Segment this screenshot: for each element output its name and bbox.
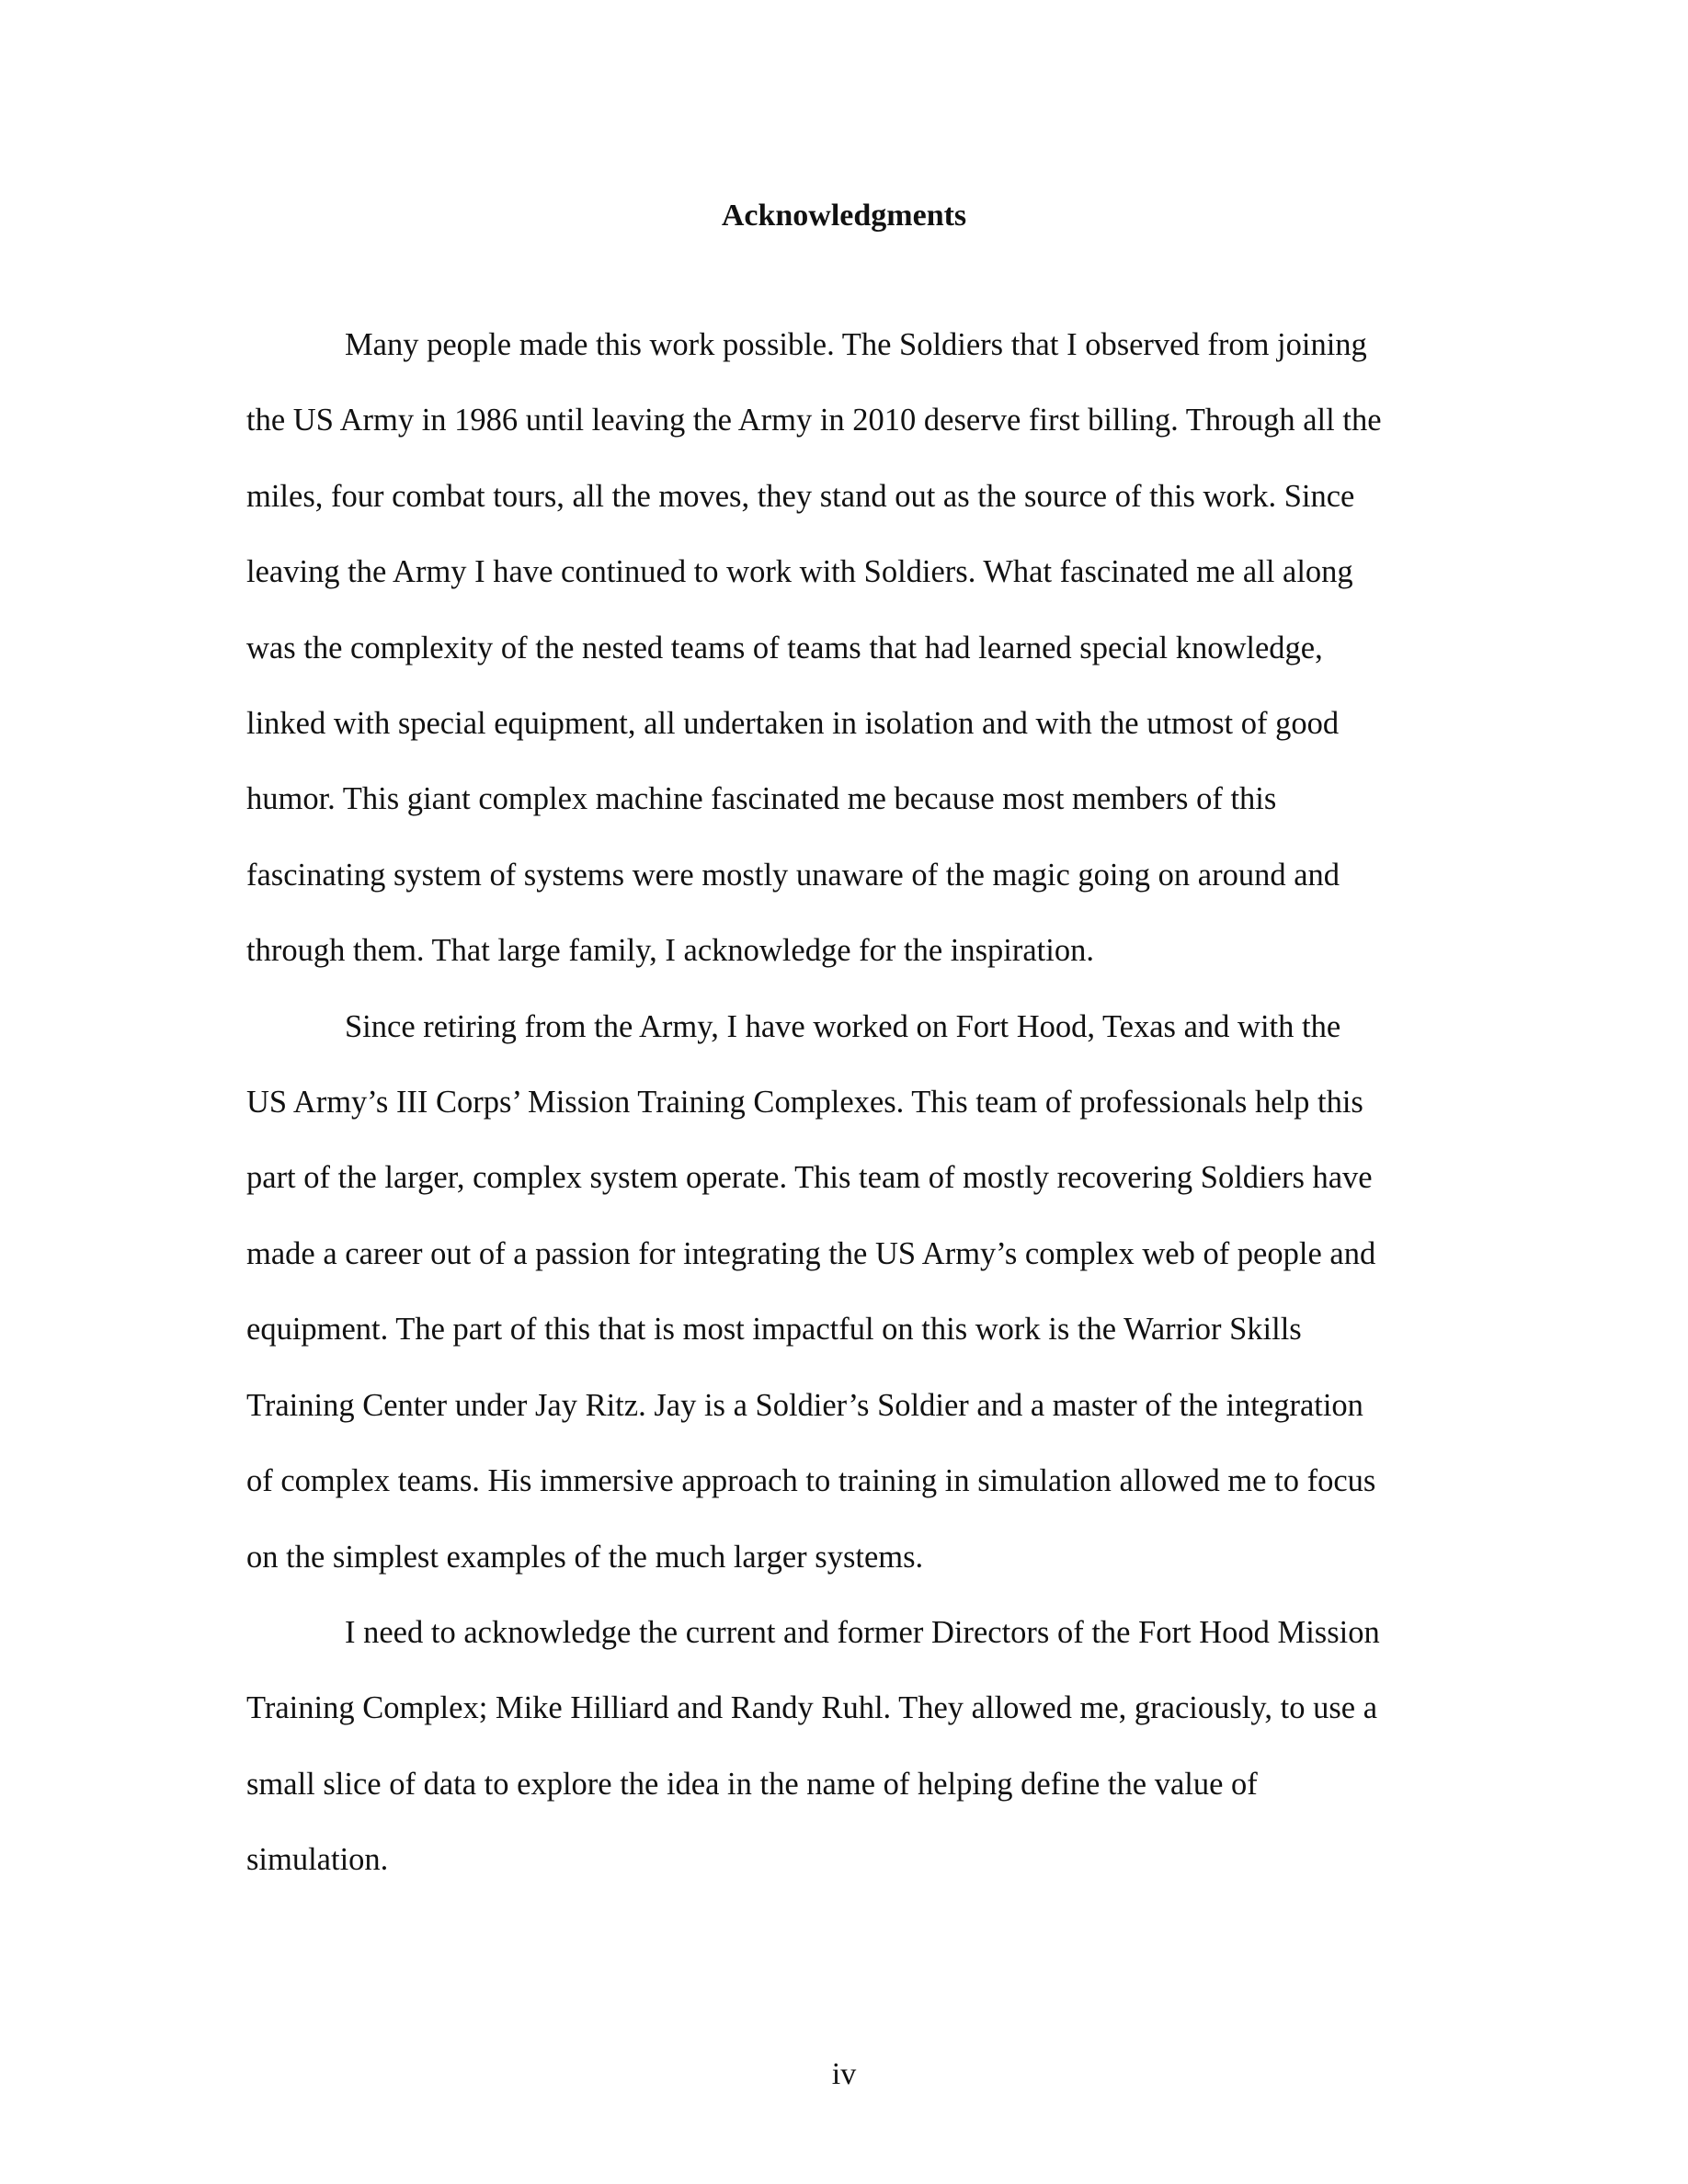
text-line: humor. This giant complex machine fascinated me because most members of this xyxy=(246,781,1277,817)
text-line: linked with special equipment, all undertaken in isolation and with the utmost of good xyxy=(246,706,1340,742)
text-line: on the simplest examples of the much larger systems. xyxy=(246,1539,924,1575)
paragraph-2 xyxy=(246,989,1442,1595)
page-number: iv xyxy=(831,2057,857,2091)
text-line: made a career out of a passion for integrating the US Army’s complex web of people and xyxy=(246,1235,1376,1271)
body-text xyxy=(246,307,1442,1898)
text-line: part of the larger, complex system operate. This team of mostly recovering Soldiers have xyxy=(246,1160,1373,1196)
paragraph-3 xyxy=(246,1595,1442,1898)
text-line: Training Center under Jay Ritz. Jay is a Soldier’s Soldier and a master of the integration xyxy=(246,1387,1363,1423)
text-line: simulation. xyxy=(246,1842,389,1878)
text-line: Many people made this work possible. The Soldiers that I observed from joining xyxy=(345,327,1367,362)
text-line: through them. That large family, I acknowledge for the inspiration. xyxy=(246,933,1094,969)
text-line: leaving the Army I have continued to work with Soldiers. What fascinated me all along xyxy=(246,554,1353,590)
text-line: fascinating system of systems were mostly unaware of the magic going on around and xyxy=(246,857,1340,893)
text-line: Since retiring from the Army, I have worked on Fort Hood, Texas and with the xyxy=(345,1008,1341,1044)
text-line: was the complexity of the nested teams of teams that had learned special knowledge, xyxy=(246,630,1323,665)
text-line: of complex teams. His immersive approach to training in simulation allowed me to focus xyxy=(246,1463,1376,1499)
text-line: small slice of data to explore the idea in the name of helping define the value of xyxy=(246,1766,1258,1802)
text-line: miles, four combat tours, all the moves, they stand out as the source of this work. Since xyxy=(246,478,1355,514)
text-line: US Army’s III Corps’ Mission Training Complexes. This team of professionals help this xyxy=(246,1085,1363,1120)
paragraph-1 xyxy=(246,307,1442,989)
text-line: I need to acknowledge the current and former Directors of the Fort Hood Mission xyxy=(345,1614,1380,1650)
text-line: Training Complex; Mike Hilliard and Randy Ruhl. They allowed me, graciously, to use a xyxy=(246,1690,1378,1726)
page-title: Acknowledgments xyxy=(721,199,967,233)
text-line: equipment. The part of this that is most impactful on this work is the Warrior Skills xyxy=(246,1312,1302,1348)
text-line: the US Army in 1986 until leaving the Army in 2010 deserve first billing. Through all the xyxy=(246,403,1382,438)
